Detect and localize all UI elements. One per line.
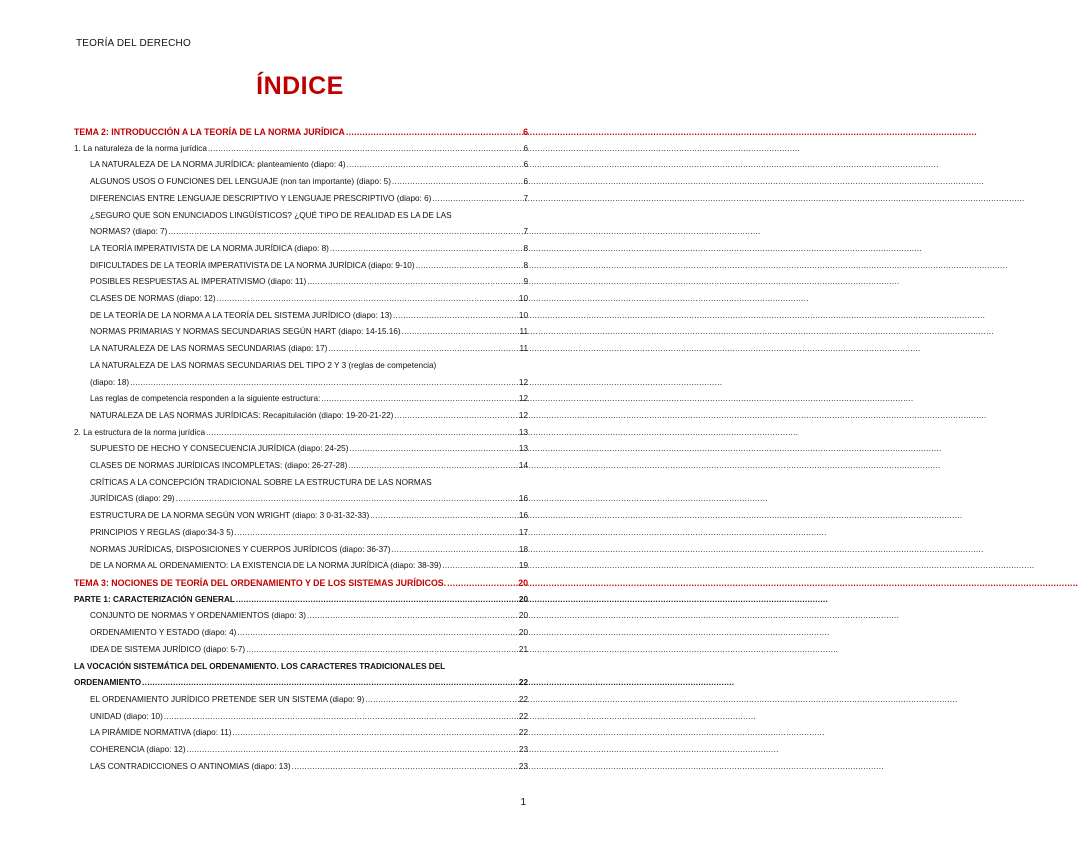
toc-entry-title: DE LA NORMA AL ORDENAMIENTO: LA EXISTENCIA DE LA NORMA JURÍDICA (diapo: 38-39) xyxy=(90,561,442,571)
toc-entry[interactable] xyxy=(74,659,528,692)
toc-entry-title: ESTRUCTURA DE LA NORMA SEGÚN VON WRIGHT (diapo: 3 0-31-32-33) xyxy=(90,511,370,521)
toc-entry[interactable] xyxy=(74,642,528,659)
toc-entry[interactable] xyxy=(74,542,528,559)
toc-entry[interactable] xyxy=(74,458,528,475)
toc-entry-page: 11 xyxy=(519,344,528,354)
toc-entry-title: LA NATURALEZA DE LAS NORMAS SECUNDARIAS (diapo: 17) xyxy=(90,344,328,354)
toc-entry-title: IDEA DE SISTEMA JURÍDICO (diapo: 5-7) xyxy=(90,644,246,654)
dot-leader xyxy=(142,675,518,692)
toc-entry-page: 8 xyxy=(523,260,528,270)
toc-entry[interactable] xyxy=(74,174,528,191)
toc-entry[interactable] xyxy=(74,191,528,208)
dot-leader xyxy=(349,441,517,458)
toc-entry-title: ORDENAMIENTO xyxy=(74,678,142,688)
toc-entry[interactable] xyxy=(74,258,528,275)
toc-entry-title: LA PIRÁMIDE NORMATIVA (diapo: 11) xyxy=(90,728,232,738)
toc-entry-title: TEMA 3: NOCIONES DE TEORÍA DEL ORDENAMIENTO Y DE LOS SISTEMAS JURÍDICOS. xyxy=(74,577,447,588)
toc-entry-page: 6 xyxy=(523,143,528,153)
toc-entry-title: ALGUNOS USOS O FUNCIONES DEL LENGUAJE (non tan importante) (diapo: 5) xyxy=(90,177,391,187)
dot-leader xyxy=(328,341,518,358)
toc-entry-page: 22 xyxy=(518,711,528,721)
toc-entry[interactable] xyxy=(74,742,528,759)
dot-leader xyxy=(168,224,522,241)
dot-leader xyxy=(391,542,517,559)
dot-leader xyxy=(176,491,518,508)
dot-leader xyxy=(246,642,518,659)
dot-leader xyxy=(235,525,518,542)
dot-leader xyxy=(346,124,522,141)
toc-entry-title-line1: ¿SEGURO QUE SON ENUNCIADOS LINGÜÍSTICOS? ¿QUÉ TIPO DE REALIDAD ES LA DE LAS xyxy=(90,210,452,220)
toc-entry[interactable] xyxy=(74,592,528,609)
toc-entry-page: 20 xyxy=(518,628,528,638)
toc-entry-page: 6 xyxy=(523,127,528,137)
toc-entry-title: CLASES DE NORMAS (diapo: 12) xyxy=(90,294,216,304)
dot-leader xyxy=(347,157,523,174)
toc-entry-page: 20 xyxy=(518,594,528,604)
toc-entry-page: 20 xyxy=(518,611,528,621)
toc-entry-page: 13 xyxy=(518,427,528,437)
toc-entry-page: 19 xyxy=(518,561,528,571)
toc-entry-title: PRINCIPIOS Y REGLAS (diapo:34-3 5) xyxy=(90,527,234,537)
page-title: ÍNDICE xyxy=(256,72,344,100)
toc-entry[interactable] xyxy=(74,525,528,542)
dot-leader xyxy=(402,324,519,341)
toc-entry-title: TEMA 2: INTRODUCCIÓN A LA TEORÍA DE LA NORMA JURÍDICA xyxy=(74,127,345,137)
dot-leader xyxy=(208,141,523,158)
dot-leader xyxy=(164,709,518,726)
toc-entry-page: 9 xyxy=(523,277,528,287)
toc-entry-title: CLASES DE NORMAS JURÍDICAS INCOMPLETAS: (diapo: 26-27-28) xyxy=(90,461,348,471)
toc-entry[interactable] xyxy=(74,625,528,642)
dot-leader xyxy=(394,408,518,425)
toc-entry-page: 23 xyxy=(518,745,528,755)
toc-entry-title-line1: LA NATURALEZA DE LAS NORMAS SECUNDARIAS DEL TIPO 2 Y 3 (reglas de competencia) xyxy=(90,360,437,370)
toc-entry-title: CONJUNTO DE NORMAS Y ORDENAMIENTOS (diapo: 3) xyxy=(90,611,306,621)
toc-entry[interactable] xyxy=(74,324,528,341)
toc-entry[interactable] xyxy=(74,725,528,742)
toc-entry[interactable] xyxy=(74,291,528,308)
toc-entry-title: LAS CONTRADICCIONES O ANTINOMIAS (diapo: 13) xyxy=(90,761,291,771)
toc-entry-page: 21 xyxy=(518,644,528,654)
toc-entry-title: NORMAS? (diapo: 7) xyxy=(90,227,168,237)
toc-entry-page: 20 xyxy=(518,577,528,588)
toc-entry[interactable] xyxy=(74,508,528,525)
toc-entry-title: LA TEORÍA IMPERATIVISTA DE LA NORMA JURÍDICA (diapo: 8) xyxy=(90,243,329,253)
dot-leader xyxy=(206,425,518,442)
toc-entry[interactable] xyxy=(74,308,528,325)
dot-leader xyxy=(365,692,518,709)
toc-entry-page: 6 xyxy=(523,177,528,187)
toc-entry-page: 23 xyxy=(518,761,528,771)
toc-entry[interactable] xyxy=(74,274,528,291)
dot-leader xyxy=(130,375,518,392)
dot-leader xyxy=(447,575,517,592)
toc-entry-page: 12 xyxy=(518,377,528,387)
toc-entry[interactable] xyxy=(74,558,528,575)
toc-entry-page: 8 xyxy=(523,243,528,253)
toc-entry-page: 22 xyxy=(518,678,528,688)
dot-leader xyxy=(370,508,518,525)
toc-entry-title: PARTE 1: CARACTERIZACIÓN GENERAL xyxy=(74,594,235,604)
toc-entry-page: 13 xyxy=(518,444,528,454)
table-of-contents xyxy=(74,124,528,775)
toc-entry-page: 22 xyxy=(518,694,528,704)
page-number: 1 xyxy=(520,797,526,808)
toc-entry-title: EL ORDENAMIENTO JURÍDICO PRETENDE SER UN SISTEMA (diapo: 9) xyxy=(90,694,365,704)
toc-entry-title: NORMAS PRIMARIAS Y NORMAS SECUNDARIAS SEGÚN HART (diapo: 14-15.16) xyxy=(90,327,401,337)
toc-entry-title: NATURALEZA DE LAS NORMAS JURÍDICAS: Recapitulación (diapo: 19-20-21-22) xyxy=(90,410,394,420)
dot-leader xyxy=(393,308,518,325)
toc-entry-title: LA NATURALEZA DE LA NORMA JURÍDICA: planteamiento (diapo: 4) xyxy=(90,160,346,170)
toc-entry-title: 1. La naturaleza de la norma jurídica xyxy=(74,143,207,153)
dot-leader xyxy=(392,174,523,191)
toc-entry[interactable] xyxy=(74,208,528,241)
toc-entry[interactable] xyxy=(74,425,528,442)
toc-entry-title: UNIDAD (diapo: 10) xyxy=(90,711,163,721)
toc-entry-title: POSIBLES RESPUESTAS AL IMPERATIVISMO (diapo: 11) xyxy=(90,277,307,287)
toc-entry[interactable] xyxy=(74,241,528,258)
toc-entry[interactable] xyxy=(74,475,528,508)
dot-leader xyxy=(237,625,518,642)
toc-entry[interactable] xyxy=(74,608,528,625)
toc-entry[interactable] xyxy=(74,141,528,158)
toc-entry-page: 10 xyxy=(518,310,528,320)
dot-leader xyxy=(292,759,518,776)
toc-entry-page: 12 xyxy=(518,394,528,404)
dot-leader xyxy=(321,391,518,408)
toc-entry-title-line1: LA VOCACIÓN SISTEMÁTICA DEL ORDENAMIENTO. LOS CARACTERES TRADICIONALES DEL xyxy=(74,661,446,671)
toc-entry-page: 11 xyxy=(519,327,528,337)
toc-entry-title: JURÍDICAS (diapo: 29) xyxy=(90,494,175,504)
toc-entry-title: SUPUESTO DE HECHO Y CONSECUENCIA JURÍDICA (diapo: 24-25) xyxy=(90,444,349,454)
toc-entry-title: Las reglas de competencia responden a la siguiente estructura: xyxy=(90,394,321,404)
dot-leader xyxy=(348,458,518,475)
toc-entry-page: 17 xyxy=(518,527,528,537)
toc-entry-title: DIFICULTADES DE LA TEORÍA IMPERATIVISTA DE LA NORMA JURÍDICA (diapo: 9-10) xyxy=(90,260,415,270)
toc-entry-title: COHERENCIA (diapo: 12) xyxy=(90,745,186,755)
toc-entry[interactable] xyxy=(74,408,528,425)
toc-entry-page: 10 xyxy=(518,294,528,304)
dot-leader xyxy=(233,725,518,742)
toc-entry-page: 14 xyxy=(518,461,528,471)
toc-entry-page: 12 xyxy=(518,410,528,420)
dot-leader xyxy=(432,191,522,208)
toc-entry-title: DIFERENCIAS ENTRE LENGUAJE DESCRIPTIVO Y LENGUAJE PRESCRIPTIVO (diapo: 6) xyxy=(90,193,432,203)
dot-leader xyxy=(442,558,518,575)
dot-leader xyxy=(307,608,518,625)
toc-entry-page: 22 xyxy=(518,728,528,738)
dot-leader xyxy=(187,742,518,759)
toc-entry-title: DE LA TEORÍA DE LA NORMA A LA TEORÍA DEL SISTEMA JURÍDICO (diapo: 13) xyxy=(90,310,392,320)
running-header: TEORÍA DEL DERECHO xyxy=(76,38,191,49)
toc-entry[interactable] xyxy=(74,358,528,391)
toc-entry[interactable] xyxy=(74,124,528,141)
toc-entry[interactable] xyxy=(74,692,528,709)
toc-entry[interactable] xyxy=(74,157,528,174)
toc-entry-page: 7 xyxy=(523,193,528,203)
toc-entry[interactable] xyxy=(74,341,528,358)
dot-leader xyxy=(236,592,518,609)
toc-entry-title: ORDENAMIENTO Y ESTADO (diapo: 4) xyxy=(90,628,237,638)
toc-entry[interactable] xyxy=(74,759,528,776)
toc-entry-title: 2. La estructura de la norma jurídica xyxy=(74,427,206,437)
toc-entry-page: 18 xyxy=(518,544,528,554)
toc-entry-title: NORMAS JURÍDICAS, DISPOSICIONES Y CUERPOS JURÍDICOS (diapo: 36-37) xyxy=(90,544,391,554)
toc-entry-page: 7 xyxy=(523,227,528,237)
dot-leader xyxy=(217,291,518,308)
toc-entry-page: 16 xyxy=(518,494,528,504)
dot-leader xyxy=(416,258,523,275)
toc-entry[interactable] xyxy=(74,391,528,408)
toc-entry[interactable] xyxy=(74,709,528,726)
toc-entry-title-line1: CRÍTICAS A LA CONCEPCIÓN TRADICIONAL SOBRE LA ESTRUCTURA DE LAS NORMAS xyxy=(90,477,432,487)
dot-leader xyxy=(330,241,523,258)
toc-entry[interactable] xyxy=(74,441,528,458)
dot-leader xyxy=(307,274,522,291)
toc-entry-page: 16 xyxy=(518,511,528,521)
toc-entry-page: 6 xyxy=(523,160,528,170)
toc-entry-title: (diapo: 18) xyxy=(90,377,130,387)
toc-entry[interactable] xyxy=(74,575,528,592)
